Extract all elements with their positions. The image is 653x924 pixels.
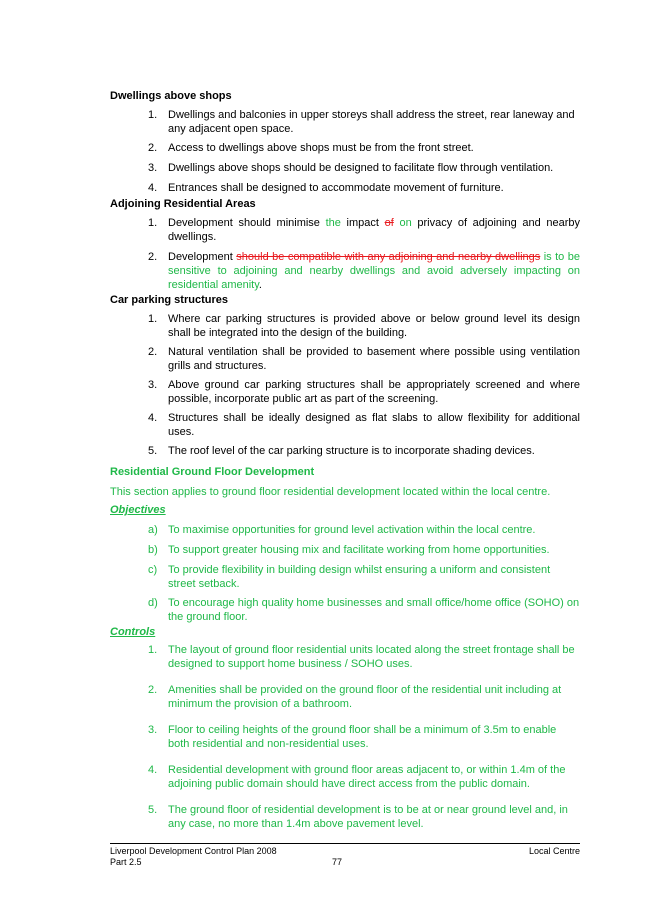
list-item bbox=[110, 683, 580, 711]
footer-document-title: Liverpool Development Control Plan 2008 bbox=[110, 846, 277, 856]
list-item-number: 2. bbox=[148, 684, 158, 696]
list-item bbox=[110, 161, 580, 175]
list-item-number: 1. bbox=[148, 217, 158, 229]
list-item bbox=[110, 345, 580, 373]
list-item-number: 4. bbox=[148, 182, 158, 194]
list-item-letter: a) bbox=[148, 524, 158, 536]
list-item bbox=[110, 643, 580, 671]
list-item-text: Residential development with ground floor areas adjacent to, or within 1.4m of the adjoining public domain should have direct access from the public domain. bbox=[168, 764, 566, 790]
text-run: . bbox=[258, 279, 262, 291]
list-dwellings-above-shops bbox=[110, 108, 580, 195]
list-item-number: 5. bbox=[148, 804, 158, 816]
list-item bbox=[110, 378, 580, 406]
list-item-letter: d) bbox=[148, 597, 158, 609]
list-item bbox=[110, 444, 580, 458]
list-item bbox=[110, 763, 580, 791]
list-item bbox=[110, 803, 580, 831]
list-item-text: Structures shall be ideally designed as flat slabs to allow flexibility for additional uses. bbox=[168, 412, 580, 438]
section-intro: This section applies to ground floor residential development located within the local centre. bbox=[110, 486, 551, 498]
list-item-text: Natural ventilation shall be provided to basement where possible using ventilation grills and structures. bbox=[168, 346, 580, 372]
list-car-parking-structures bbox=[110, 312, 580, 458]
list-item-text: Entrances shall be designed to accommodate movement of furniture. bbox=[168, 182, 504, 194]
list-item-number: 4. bbox=[148, 412, 158, 424]
list-item bbox=[110, 723, 580, 751]
footer-right: Local Centre bbox=[528, 846, 580, 856]
text-run: Development bbox=[168, 251, 237, 263]
footer-part: Part 2.5 bbox=[110, 857, 142, 867]
list-item-number: 2. bbox=[148, 142, 158, 154]
list-item bbox=[110, 523, 580, 537]
list-item-number: 3. bbox=[148, 724, 158, 736]
list-item bbox=[110, 312, 580, 340]
list-item-number: 4. bbox=[148, 764, 158, 776]
list-item-letter: b) bbox=[148, 544, 158, 556]
list-item-letter: c) bbox=[148, 564, 158, 576]
list-item-number: 5. bbox=[148, 445, 158, 457]
inserted-text: the bbox=[325, 217, 341, 229]
list-controls bbox=[110, 643, 580, 831]
list-item bbox=[110, 250, 580, 292]
list-item-number: 1. bbox=[148, 109, 158, 121]
text-run: privacy of adjoining and nearby dwellings. bbox=[168, 217, 581, 243]
list-item-text: Access to dwellings above shops must be from the front street. bbox=[168, 142, 474, 154]
list-item bbox=[110, 216, 580, 244]
list-item-text: The layout of ground floor residential units located along the street frontage shall be designed to support home business / SOHO uses. bbox=[168, 644, 575, 670]
list-item-text: To provide flexibility in building design whilst ensuring a uniform and consistent street setback. bbox=[168, 564, 551, 590]
list-item-number: 1. bbox=[148, 313, 158, 325]
controls-heading: Controls bbox=[110, 626, 156, 638]
list-item-number: 3. bbox=[148, 379, 158, 391]
section-heading-residential-ground-floor: Residential Ground Floor Development bbox=[110, 466, 315, 478]
list-item-text: The roof level of the car parking structure is to incorporate shading devices. bbox=[168, 445, 535, 457]
list-item-text: Above ground car parking structures shall be appropriately screened and where possible, incorporate public art as part of the screening. bbox=[168, 379, 580, 405]
text-run: impact bbox=[340, 217, 385, 229]
deleted-text: should be compatible with any adjoining and nearby dwellings bbox=[236, 251, 541, 263]
section-heading-dwellings-above-shops: Dwellings above shops bbox=[110, 90, 232, 102]
list-item bbox=[110, 181, 580, 195]
list-item-text: Where car parking structures is provided above or below ground level its design shall be integrated into the design of the building. bbox=[168, 313, 580, 339]
list-item-text: To maximise opportunities for ground level activation within the local centre. bbox=[168, 524, 536, 536]
list-item-text: To support greater housing mix and facilitate working from home opportunities. bbox=[168, 544, 550, 556]
footer-left bbox=[110, 846, 277, 868]
page-number: 77 bbox=[332, 857, 343, 867]
section-heading-adjoining-residential-areas: Adjoining Residential Areas bbox=[110, 198, 256, 210]
list-item-number: 2. bbox=[148, 251, 158, 263]
list-item-number: 1. bbox=[148, 644, 158, 656]
list-item bbox=[110, 411, 580, 439]
list-item bbox=[110, 563, 580, 591]
list-item bbox=[110, 108, 580, 136]
list-adjoining-residential-areas bbox=[110, 216, 580, 292]
list-item-text: Dwellings above shops should be designed to facilitate flow through ventilation. bbox=[168, 162, 554, 174]
footer-divider bbox=[110, 843, 580, 844]
list-item-text: Amenities shall be provided on the ground floor of the residential unit including at minimum the provision of a bathroom. bbox=[168, 684, 562, 710]
section-heading-car-parking-structures: Car parking structures bbox=[110, 294, 228, 306]
inserted-text: is to be sensitive to adjoining and nearby dwellings and avoid adversely impacting on residential amenity bbox=[168, 251, 580, 291]
deleted-text: of bbox=[384, 217, 394, 229]
inserted-text: on bbox=[399, 217, 412, 229]
text-run: Development should minimise bbox=[168, 217, 326, 229]
objectives-heading: Objectives bbox=[110, 504, 166, 516]
list-item-number: 3. bbox=[148, 162, 158, 174]
list-objectives bbox=[110, 523, 580, 624]
list-item-text: The ground floor of residential development is to be at or near ground level and, in any case, no more than 1.4m above pavement level. bbox=[168, 804, 568, 830]
list-item-number: 2. bbox=[148, 346, 158, 358]
list-item-text: Dwellings and balconies in upper storeys shall address the street, rear laneway and any adjacent open space. bbox=[168, 109, 575, 135]
list-item-text: To encourage high quality home businesses and small office/home office (SOHO) on the ground floor. bbox=[168, 597, 580, 623]
list-item bbox=[110, 141, 580, 155]
list-item bbox=[110, 596, 580, 624]
list-item bbox=[110, 543, 580, 557]
list-item-text: Floor to ceiling heights of the ground floor shall be a minimum of 3.5m to enable both residential and non-residential uses. bbox=[168, 724, 557, 750]
